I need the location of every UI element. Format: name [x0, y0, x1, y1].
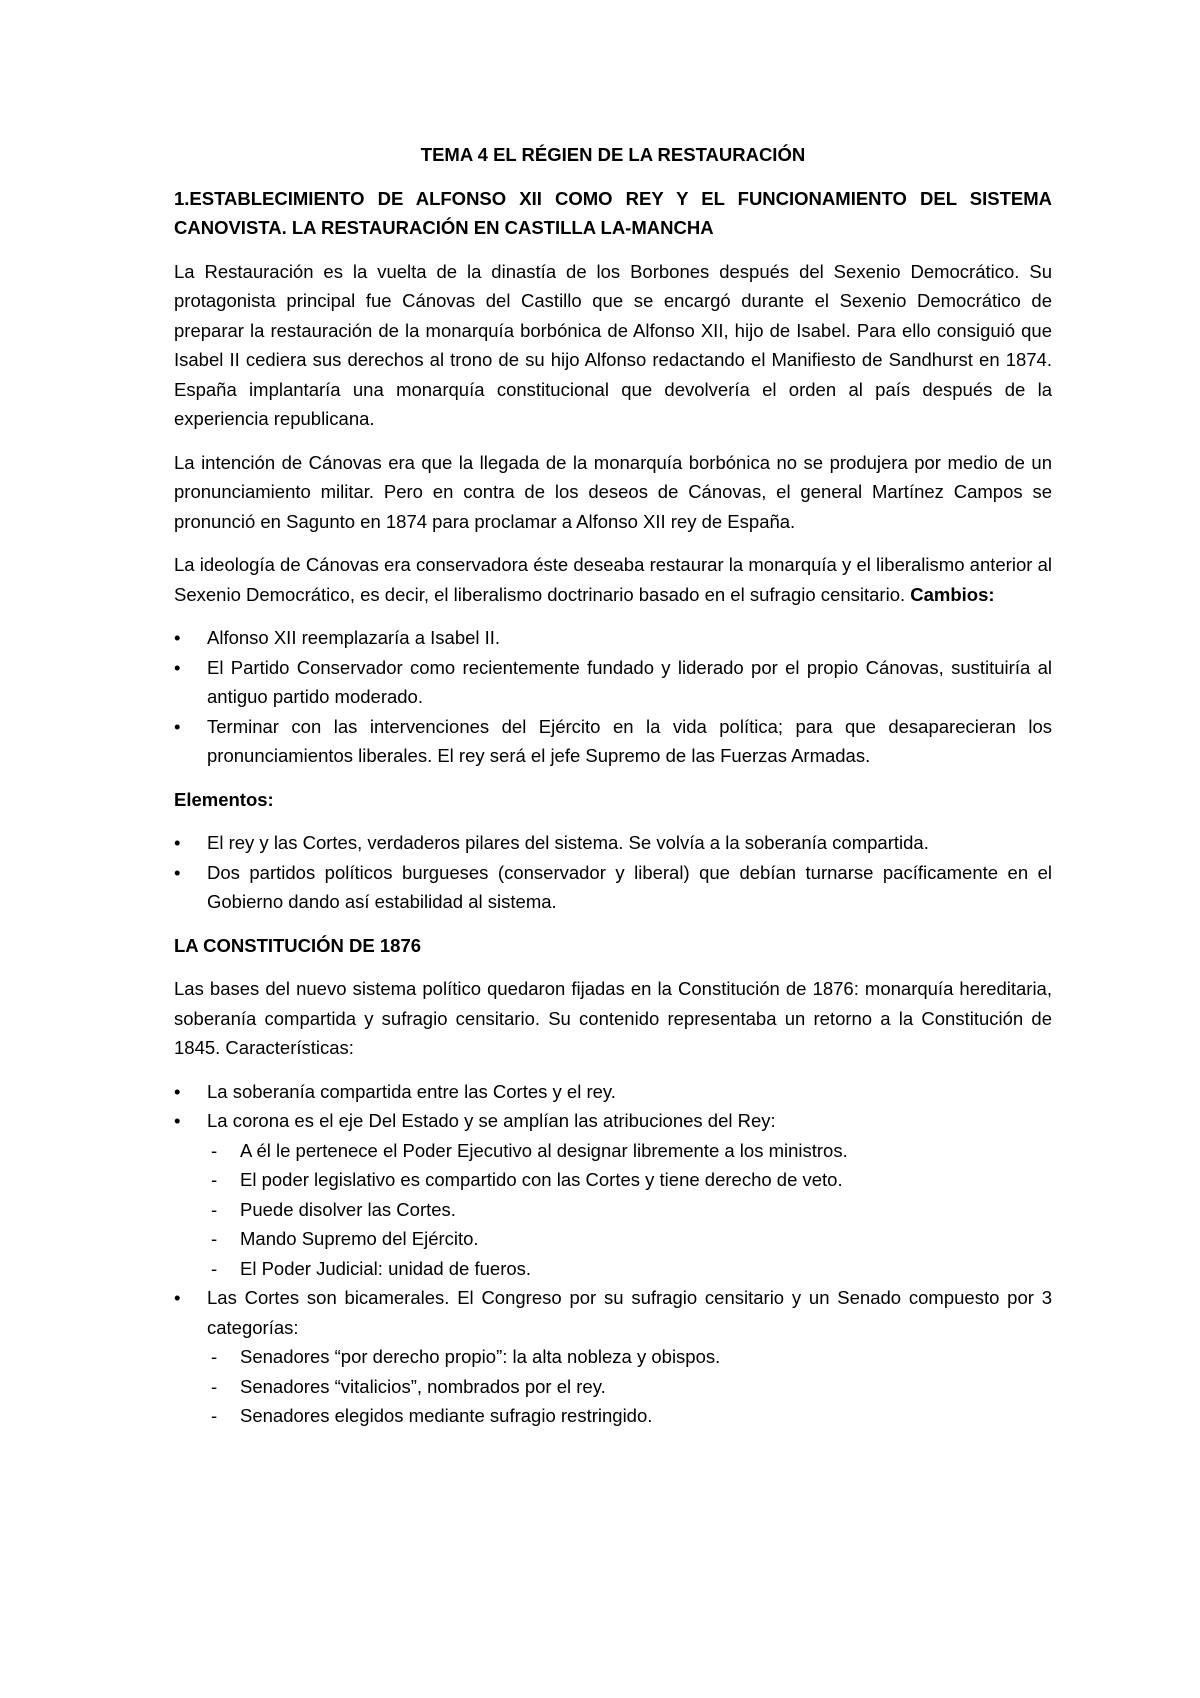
list-item: [174, 1106, 1052, 1283]
paragraph-intencion: La intención de Cánovas era que la llegada de la monarquía borbónica no se produjera por medio de un pronunciamiento militar. Pero en contra de los deseos de Cánovas, el general Martínez Campos se pronunció en Sagunto en 1874 para proclamar a Alfonso XII rey de España.: [174, 451, 1052, 532]
section-heading-1: 1.ESTABLECIMIENTO DE ALFONSO XII COMO REY Y EL FUNCIONAMIENTO DEL SISTEMA CANOVISTA. LA RESTAURACIÓN EN CASTILLA LA-MANCHA: [174, 187, 1052, 238]
sub-list-item: - Puede disolver las Cortes.: [207, 1195, 1052, 1225]
elementos-heading: Elementos:: [174, 788, 274, 810]
document-title: TEMA 4 EL RÉGIEN DE LA RESTAURACIÓN: [420, 144, 806, 165]
paragraph-ideologia-text: La ideología de Cánovas era conservadora éste deseaba restaurar la monarquía y el liberalismo anterior al Sexenio Democrático, es decir, el liberalismo doctrinario basado en el sufragio censitario.: [174, 554, 1052, 605]
rey-atribuciones-list: [207, 1136, 1052, 1284]
sub-list-item: - Senadores “por derecho propio”: la alta nobleza y obispos.: [207, 1342, 1052, 1372]
list-item: • Terminar con las intervenciones del Ejército en la vida política; para que desaparecieran los pronunciamientos liberales. El rey será el jefe Supremo de las Fuerzas Armadas.: [174, 712, 1052, 771]
list-item: • La soberanía compartida entre las Cortes y el rey.: [174, 1077, 1052, 1107]
paragraph-restauracion: La Restauración es la vuelta de la dinastía de los Borbones después del Sexenio Democrático. Su protagonista principal fue Cánovas del Castillo que se encargó durante el Sexenio Democrático de preparar la restauración de la monarquía borbónica de Alfonso XII, hijo de Isabel. Para ello consiguió que Isabel II cediera sus derechos al trono de su hijo Alfonso redactando el Manifiesto de Sandhurst en 1874. España implantaría una monarquía constitucional que devolvería el orden al país después de la experiencia republicana.: [174, 260, 1052, 429]
sub-list-item: - Senadores “vitalicios”, nombrados por el rey.: [207, 1372, 1052, 1402]
elementos-list: [174, 828, 1052, 917]
sub-list-item: - Senadores elegidos mediante sufragio restringido.: [207, 1401, 1052, 1431]
list-item: • El rey y las Cortes, verdaderos pilares del sistema. Se volvía a la soberanía compartida.: [174, 828, 1052, 858]
sub-list-item: - El poder legislativo es compartido con las Cortes y tiene derecho de veto.: [207, 1165, 1052, 1195]
sub-list-item: - Mando Supremo del Ejército.: [207, 1224, 1052, 1254]
caracteristicas-list: [174, 1077, 1052, 1431]
cambios-list: [174, 623, 1052, 771]
sub-list-item: - A él le pertenece el Poder Ejecutivo al designar libremente a los ministros.: [207, 1136, 1052, 1166]
list-item: • Dos partidos políticos burgueses (conservador y liberal) que debían turnarse pacíficamente en el Gobierno dando así estabilidad al sistema.: [174, 858, 1052, 917]
paragraph-constitucion: Las bases del nuevo sistema político quedaron fijadas en la Constitución de 1876: monarquía hereditaria, soberanía compartida y sufragio censitario. Su contenido representaba un retorno a la Constitución de 1845. Características:: [174, 978, 1052, 1058]
constitucion-heading: LA CONSTITUCIÓN DE 1876: [174, 934, 422, 956]
senado-categorias-list: [207, 1342, 1052, 1431]
paragraph-ideologia: [174, 550, 1052, 609]
list-item-text: La corona es el eje Del Estado y se amplían las atribuciones del Rey:: [207, 1110, 776, 1131]
document-body: [174, 140, 1052, 1445]
list-item: • Alfonso XII reemplazaría a Isabel II.: [174, 623, 1052, 653]
list-item: • El Partido Conservador como recientemente fundado y liderado por el propio Cánovas, sustituiría al antiguo partido moderado.: [174, 653, 1052, 712]
list-item: [174, 1283, 1052, 1431]
cambios-label: Cambios:: [910, 583, 995, 605]
sub-list-item: - El Poder Judicial: unidad de fueros.: [207, 1254, 1052, 1284]
list-item-text: Las Cortes son bicamerales. El Congreso por su sufragio censitario y un Senado compuesto por 3 categorías:: [207, 1287, 1052, 1338]
